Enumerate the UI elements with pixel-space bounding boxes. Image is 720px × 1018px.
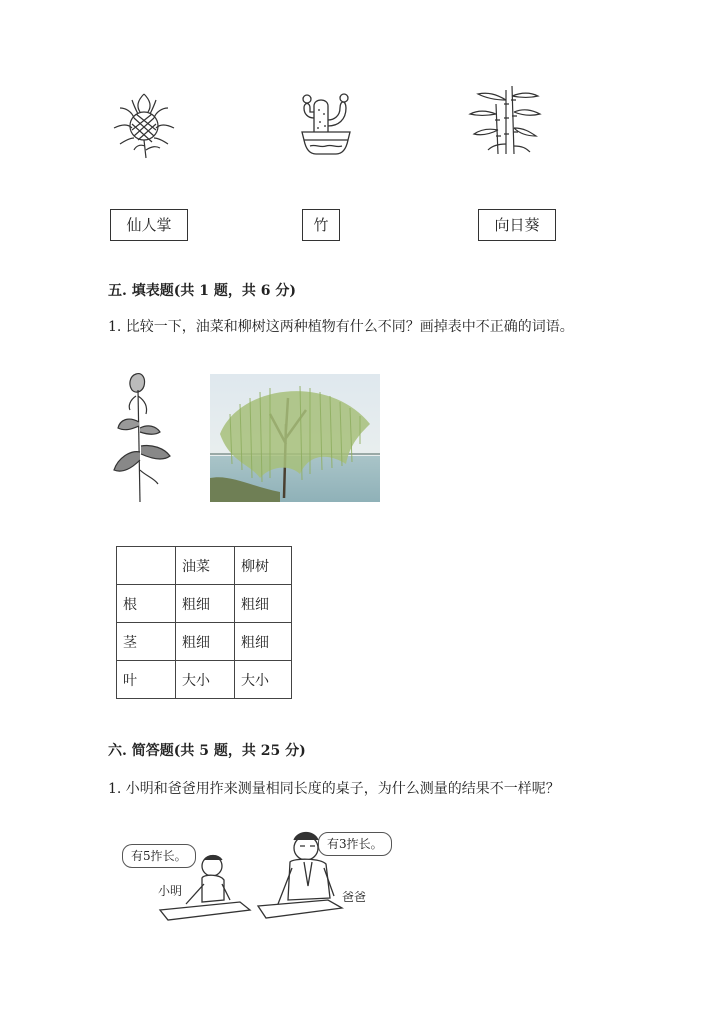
table-cell	[117, 547, 176, 585]
table-cell[interactable]: 粗细	[176, 585, 235, 623]
table-cell[interactable]: 粗细	[235, 585, 292, 623]
table-header-cell: 油菜	[176, 547, 235, 585]
table-cell[interactable]: 大小	[176, 661, 235, 699]
table-row-label: 茎	[117, 623, 176, 661]
cactus-drawing	[296, 88, 356, 160]
speech-bubble-dad: 有3拃长。	[318, 832, 392, 856]
table-cell[interactable]: 粗细	[235, 623, 292, 661]
comparison-table	[116, 546, 292, 699]
table-row	[117, 661, 292, 699]
sunflower-drawing	[108, 86, 180, 160]
section-6-question: 1. 小明和爸爸用拃来测量相同长度的桌子，为什么测量的结果不一样呢？	[108, 781, 560, 797]
table-header-row	[117, 547, 292, 585]
table-cell[interactable]: 大小	[235, 661, 292, 699]
section-6-title: 六. 简答题(共 5 题，共 25 分)	[108, 743, 306, 759]
table-header-cell: 柳树	[235, 547, 292, 585]
table-row	[117, 623, 292, 661]
section-5-title: 五. 填表题(共 1 题，共 6 分)	[108, 283, 296, 299]
rape-plant-drawing	[106, 366, 176, 510]
label-box-bamboo: 竹	[302, 209, 340, 241]
label-box-cactus: 仙人掌	[110, 209, 188, 241]
table-row	[117, 585, 292, 623]
name-label-dad: 爸爸	[342, 890, 367, 904]
bamboo-drawing	[466, 84, 544, 158]
willow-tree-photo	[210, 374, 380, 502]
section-5-question: 1. 比较一下，油菜和柳树这两种植物有什么不同？画掉表中不正确的词语。	[108, 319, 574, 335]
label-box-sunflower: 向日葵	[478, 209, 556, 241]
table-cell[interactable]: 粗细	[176, 623, 235, 661]
speech-bubble-xiaoming: 有5拃长。	[122, 844, 196, 868]
measuring-illustration	[120, 826, 400, 926]
name-label-xiaoming: 小明	[158, 884, 183, 898]
table-row-label: 根	[117, 585, 176, 623]
table-row-label: 叶	[117, 661, 176, 699]
